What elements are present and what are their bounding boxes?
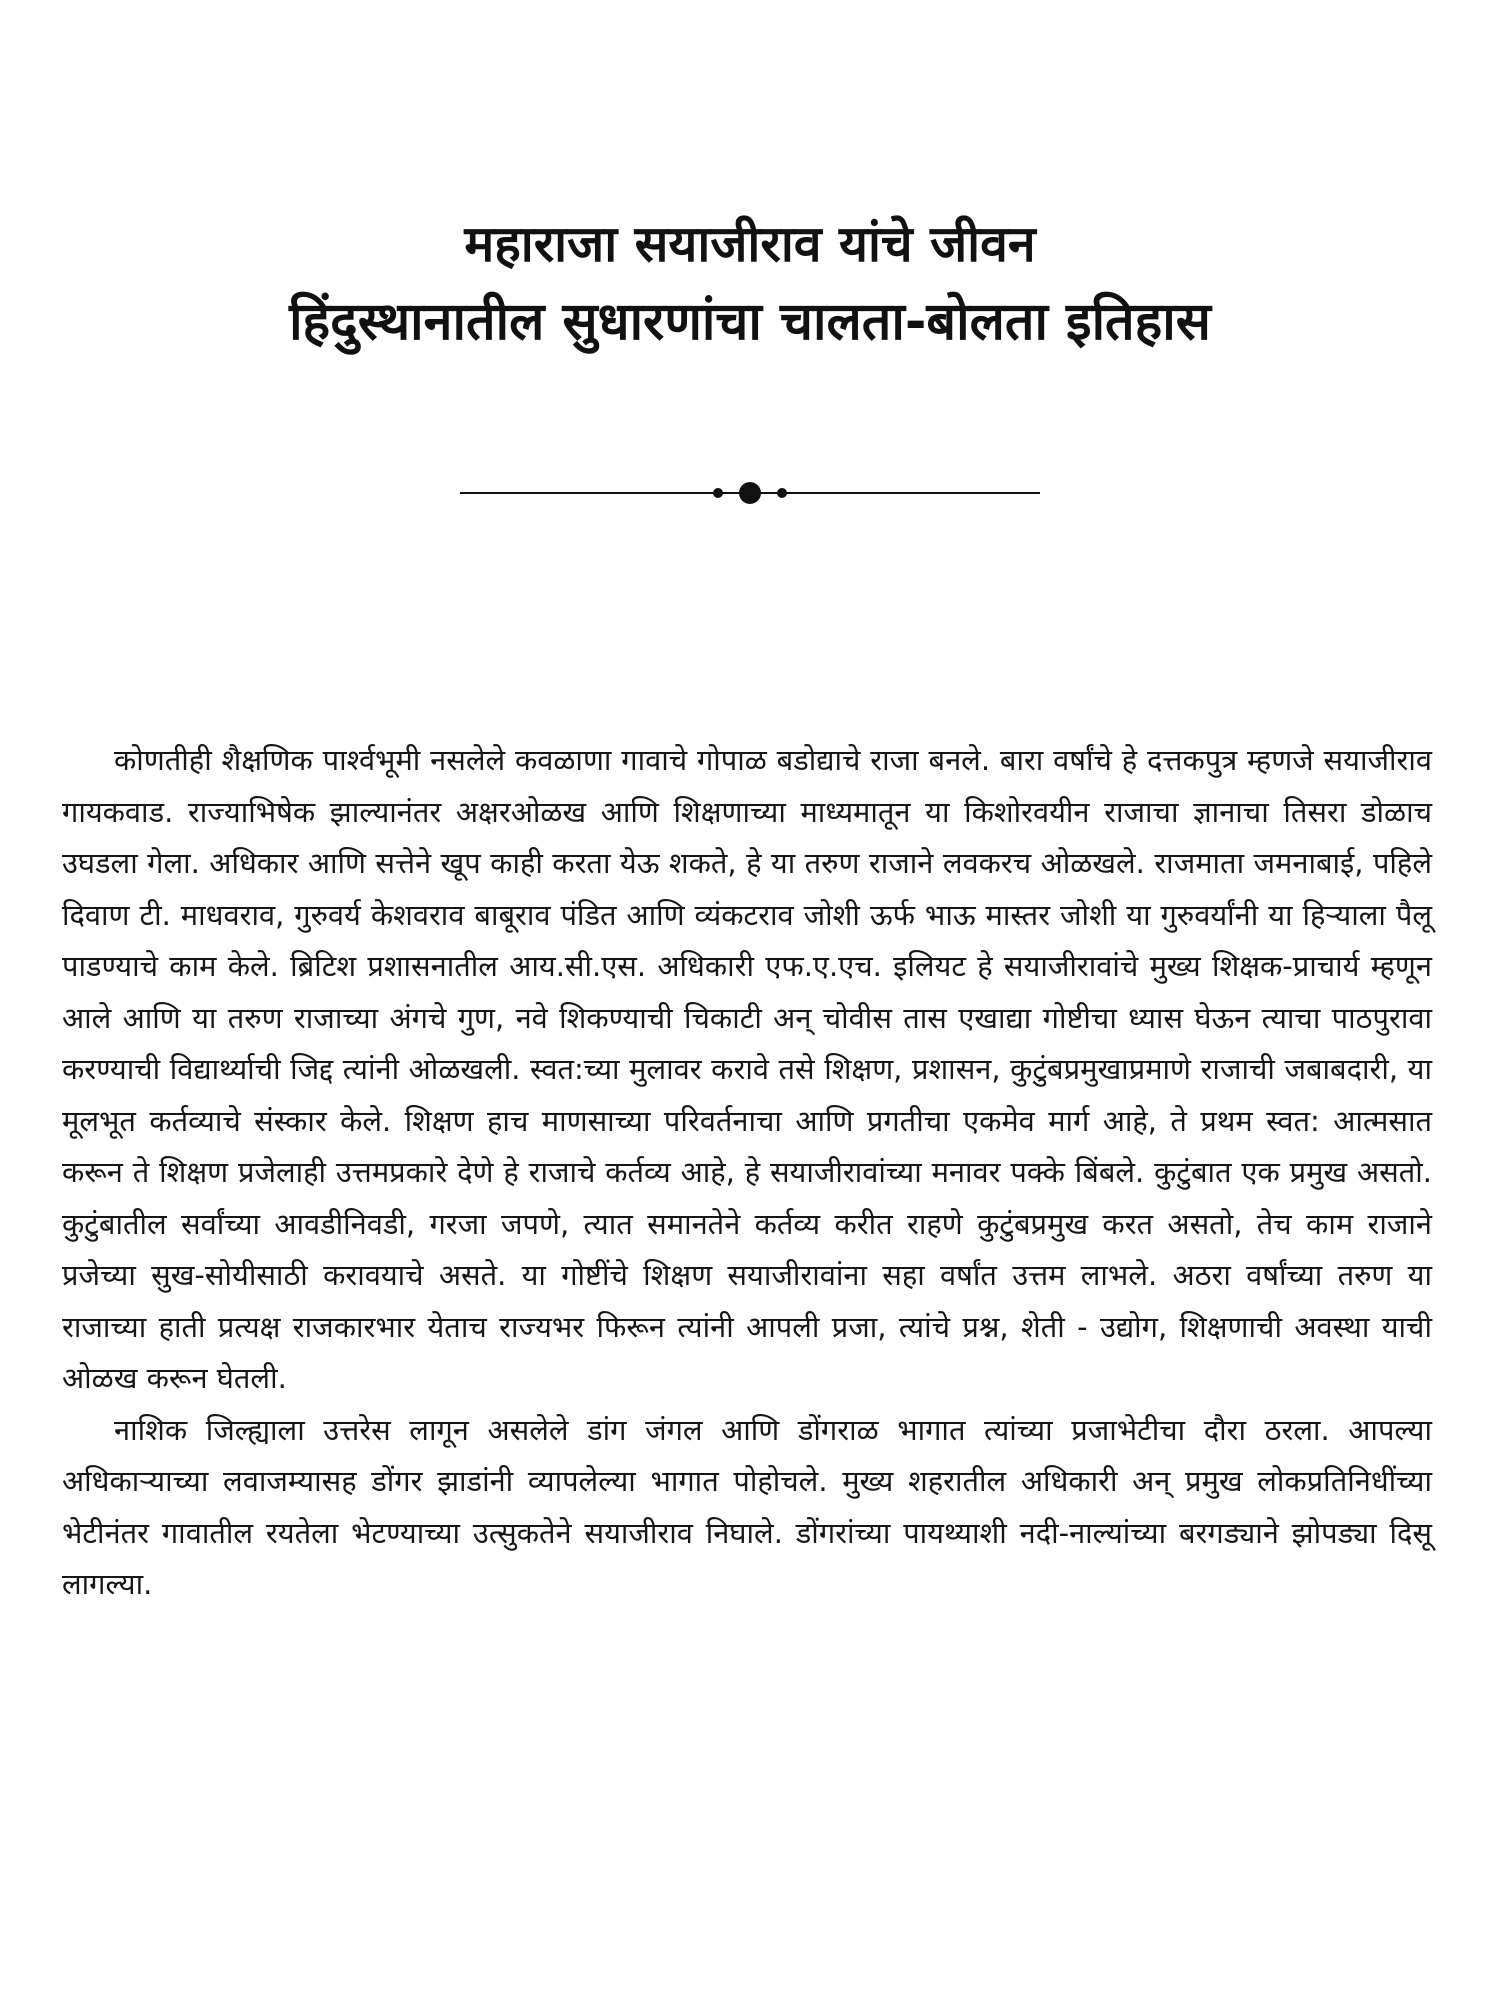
paragraph-1: कोणतीही शैक्षणिक पार्श्वभूमी नसलेले कवळाणा गावाचे गोपाळ बडोद्याचे राजा बनले. बारा वर्षांचे हे दत्तकपुत्र म्हणजे सयाजीराव गायकवाड. राज्याभिषेक झाल्यानंतर अक्षरओळख आणि शिक्षणाच्या माध्यमातून या किशोरवयीन राजाचा ज्ञानाचा तिसरा डोळाच उघडला गेला. अधिकार आणि सत्तेने खूप काही करता येऊ शकते, हे या तरुण राजाने लवकरच ओळखले. राजमाता जमनाबाई, पहिले दिवाण टी. माधवराव, गुरुवर्य केशवराव बाबूराव पंडित आणि व्यंकटराव जोशी ऊर्फ भाऊ मास्तर जोशी या गुरुवर्यांनी या हिऱ्याला पैलू पाडण्याचे काम केले. ब्रिटिश प्रशासनातील आय.सी.एस. अधिकारी एफ.ए.एच. इलियट हे सयाजीरावांचे मुख्य शिक्षक-प्राचार्य म्हणून आले आणि या तरुण राजाच्या अंगचे गुण, नवे शिकण्याची चिकाटी अन् चोवीस तास एखाद्या गोष्टीचा ध्यास घेऊन त्याचा पाठपुरावा करण्याची विद्यार्थ्याची जिद्द त्यांनी ओळखली. स्वत:च्या मुलावर करावे तसे शिक्षण, प्रशासन, कुटुंबप्रमुखाप्रमाणे राजाची जबाबदारी, या मूलभूत कर्तव्याचे संस्कार केले. शिक्षण हाच माणसाच्या परिवर्तनाचा आणि प्रगतीचा एकमेव मार्ग आहे, ते प्रथम स्वत: आत्मसात करून ते शिक्षण प्रजेलाही उत्तमप्रकारे देणे हे राजाचे कर्तव्य आहे, हे सयाजीरावांच्या मनावर पक्के बिंबले. कुटुंबात एक प्रमुख असतो. कुटुंबातील सर्वांच्या आवडीनिवडी, गरजा जपणे, त्यात समानतेने कर्तव्य करीत राहणे कुटुंबप्रमुख करत असतो, तेच काम राजाने प्रजेच्या सुख-सोयीसाठी करावयाचे असते. या गोष्टींचे शिक्षण सयाजीरावांना सहा वर्षांत उत्तम लाभले. अठरा वर्षांच्या तरुण या राजाच्या हाती प्रत्यक्ष राजकारभार येताच राज्यभर फिरून त्यांनी आपली प्रजा, त्यांचे प्रश्न, शेती - उद्योग, शिक्षणाची अवस्था याची ओळख करून घेतली.: [62, 743, 1432, 1395]
body-text: [62, 735, 1432, 1611]
divider-ornament-icon: [460, 478, 1040, 508]
paragraph-2: नाशिक जिल्ह्याला उत्तरेस लागून असलेले डांग जंगल आणि डोंगराळ भागात त्यांच्या प्रजाभेटीचा दौरा ठरला. आपल्या अधिकाऱ्याच्या लवाजम्यासह डोंगर झाडांनी व्यापलेल्या भागात पोहोचले. मुख्य शहरातील अधिकारी अन् प्रमुख लोकप्रतिनिधींच्या भेटीनंतर गावातील रयतेला भेटण्याच्या उत्सुकतेने सयाजीराव निघाले. डोंगरांच्या पायथ्याशी नदी-नाल्यांच्या बरगड्याने झोपड्या दिसू लागल्या.: [62, 1412, 1432, 1601]
chapter-title: [80, 205, 1420, 361]
chapter-title-line-2: हिंदुस्थानातील सुधारणांचा चालता-बोलता इतिहास: [289, 292, 1211, 352]
chapter-title-line-1: महाराजा सयाजीराव यांचे जीवन: [464, 215, 1036, 273]
